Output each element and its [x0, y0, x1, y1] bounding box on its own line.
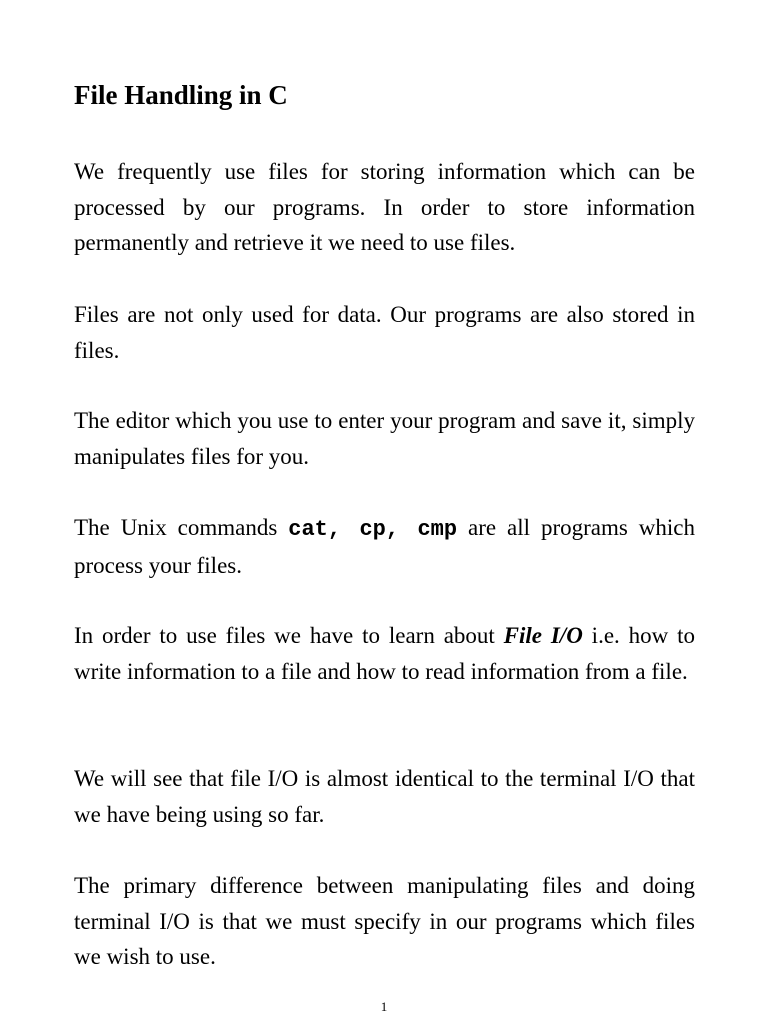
page-number: 1 — [380, 999, 388, 1014]
file-io-text-after: i.e. how to write information to a file and how to read information from a file. — [74, 623, 695, 684]
paragraph-editor: The editor which you use to enter your program and save it, simply manipulates files for you. — [74, 408, 695, 469]
unix-text-before: The Unix commands — [74, 515, 289, 540]
paragraph-programs-in-files: Files are not only used for data. Our programs are also stored in files. — [74, 302, 695, 363]
paragraph-file-io — [74, 618, 695, 689]
paragraph-unix-commands — [74, 510, 695, 583]
file-io-emphasis: File I/O — [503, 623, 583, 648]
unix-text-after: are all programs which process your files. — [74, 515, 695, 578]
paragraph-terminal-io: We will see that file I/O is almost identical to the terminal I/O that we have being using so far. — [74, 766, 695, 827]
paragraph-files-storage: We frequently use files for storing information which can be processed by our programs. In order to store information permanently and retrieve it we need to use files. — [74, 159, 695, 255]
paragraph-primary-difference: The primary difference between manipulating files and doing terminal I/O is that we must specify in our programs which files we wish to use. — [74, 873, 695, 969]
file-io-text-before: In order to use files we have to learn about — [74, 623, 504, 648]
unix-commands-code: cat, cp, cmp — [288, 517, 458, 542]
page-title: File Handling in C — [74, 80, 288, 110]
